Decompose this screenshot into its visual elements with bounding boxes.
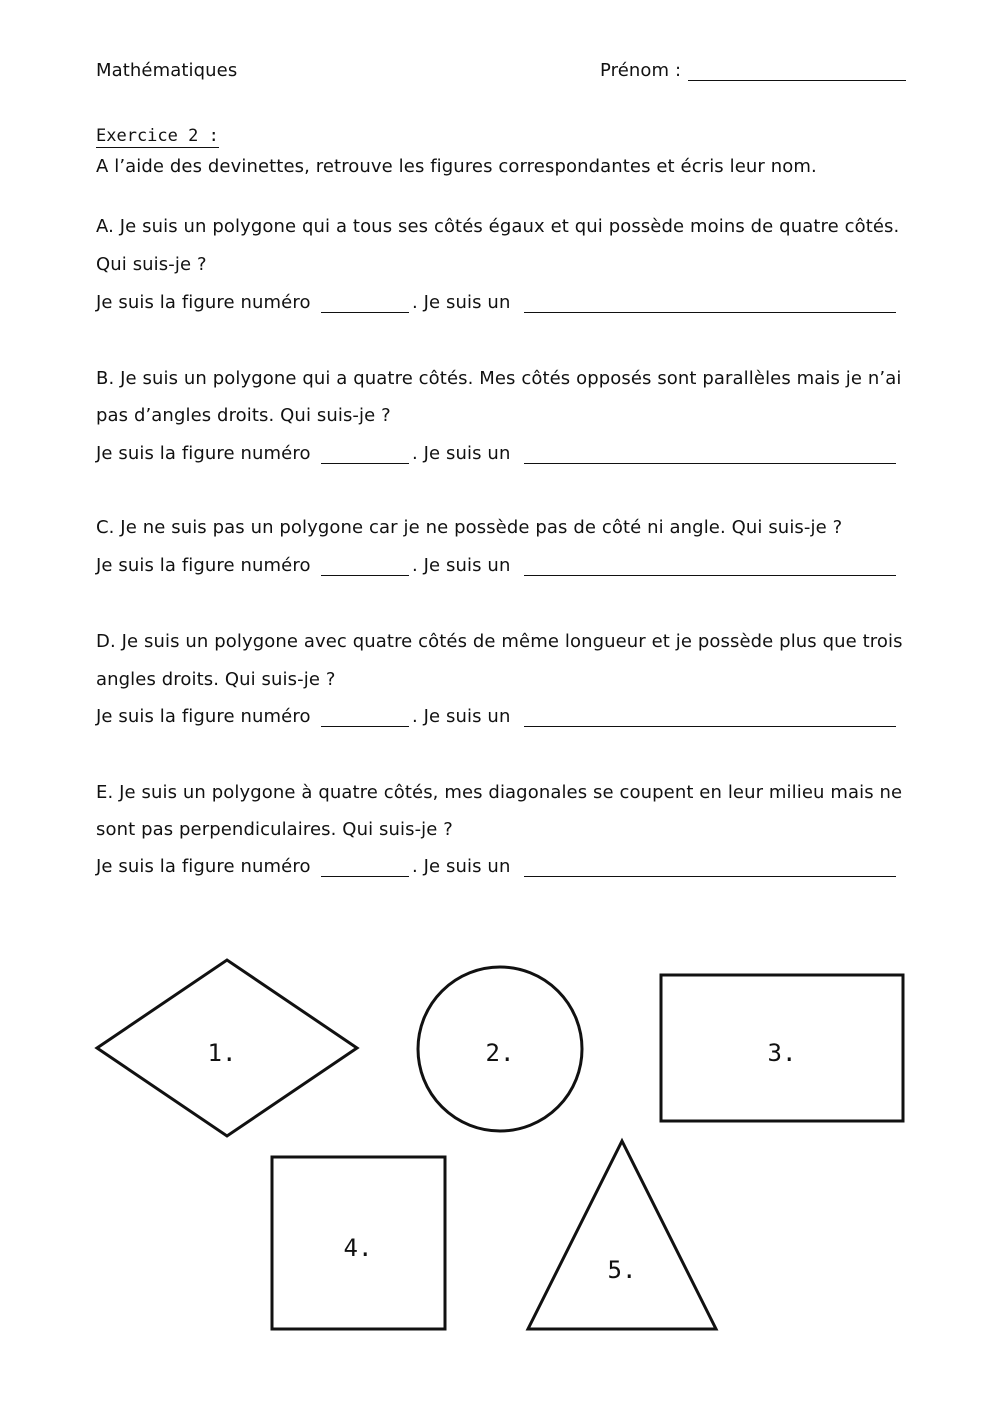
exercise-instruction: A l’aide des devinettes, retrouve les figures correspondantes et écris leur nom.: [96, 156, 817, 177]
figure-3-rectangle: [661, 975, 903, 1121]
answer-e-number-label: Je suis la figure numéro: [96, 856, 311, 877]
figure-1-rhombus: [97, 960, 357, 1136]
question-b-line-1: B. Je suis un polygone qui a quatre côtés. Mes côtés opposés sont parallèles mais je n’ai: [96, 368, 902, 389]
question-b-line-2: pas d’angles droits. Qui suis-je ?: [96, 405, 391, 426]
question-e-line-2: sont pas perpendiculaires. Qui suis-je ?: [96, 819, 453, 840]
figure-5-triangle: [528, 1141, 716, 1329]
answer-c-name-label: . Je suis un: [412, 555, 511, 576]
question-a-line-2: Qui suis-je ?: [96, 254, 207, 275]
answer-d-number-label: Je suis la figure numéro: [96, 706, 311, 727]
answer-b-number-label: Je suis la figure numéro: [96, 443, 311, 464]
question-d-line-2: angles droits. Qui suis-je ?: [96, 669, 336, 690]
figure-5-label: 5.: [607, 1256, 637, 1284]
subject-title: Mathématiques: [96, 60, 238, 81]
figure-1-label: 1.: [207, 1039, 237, 1067]
figure-2-label: 2.: [485, 1039, 515, 1067]
answer-a-name-label: . Je suis un: [412, 292, 511, 313]
exercise-title: Exercice 2 :: [96, 126, 219, 146]
name-label: Prénom :: [600, 60, 682, 81]
answer-c-number-label: Je suis la figure numéro: [96, 555, 311, 576]
figure-2-circle: [418, 967, 582, 1131]
question-d-line-1: D. Je suis un polygone avec quatre côtés de même longueur et je possède plus que trois: [96, 631, 903, 652]
figure-4-label: 4.: [343, 1234, 373, 1262]
question-e-line-1: E. Je suis un polygone à quatre côtés, mes diagonales se coupent en leur milieu mais ne: [96, 782, 903, 803]
question-a-line-1: A. Je suis un polygone qui a tous ses côtés égaux et qui possède moins de quatre côtés.: [96, 216, 900, 237]
figure-4-square: [272, 1157, 445, 1329]
answer-b-name-label: . Je suis un: [412, 443, 511, 464]
answer-e-name-label: . Je suis un: [412, 856, 511, 877]
answer-a-number-label: Je suis la figure numéro: [96, 292, 311, 313]
figure-3-label: 3.: [767, 1039, 797, 1067]
answer-d-name-label: . Je suis un: [412, 706, 511, 727]
question-c-line-1: C. Je ne suis pas un polygone car je ne possède pas de côté ni angle. Qui suis-je ?: [96, 517, 843, 538]
